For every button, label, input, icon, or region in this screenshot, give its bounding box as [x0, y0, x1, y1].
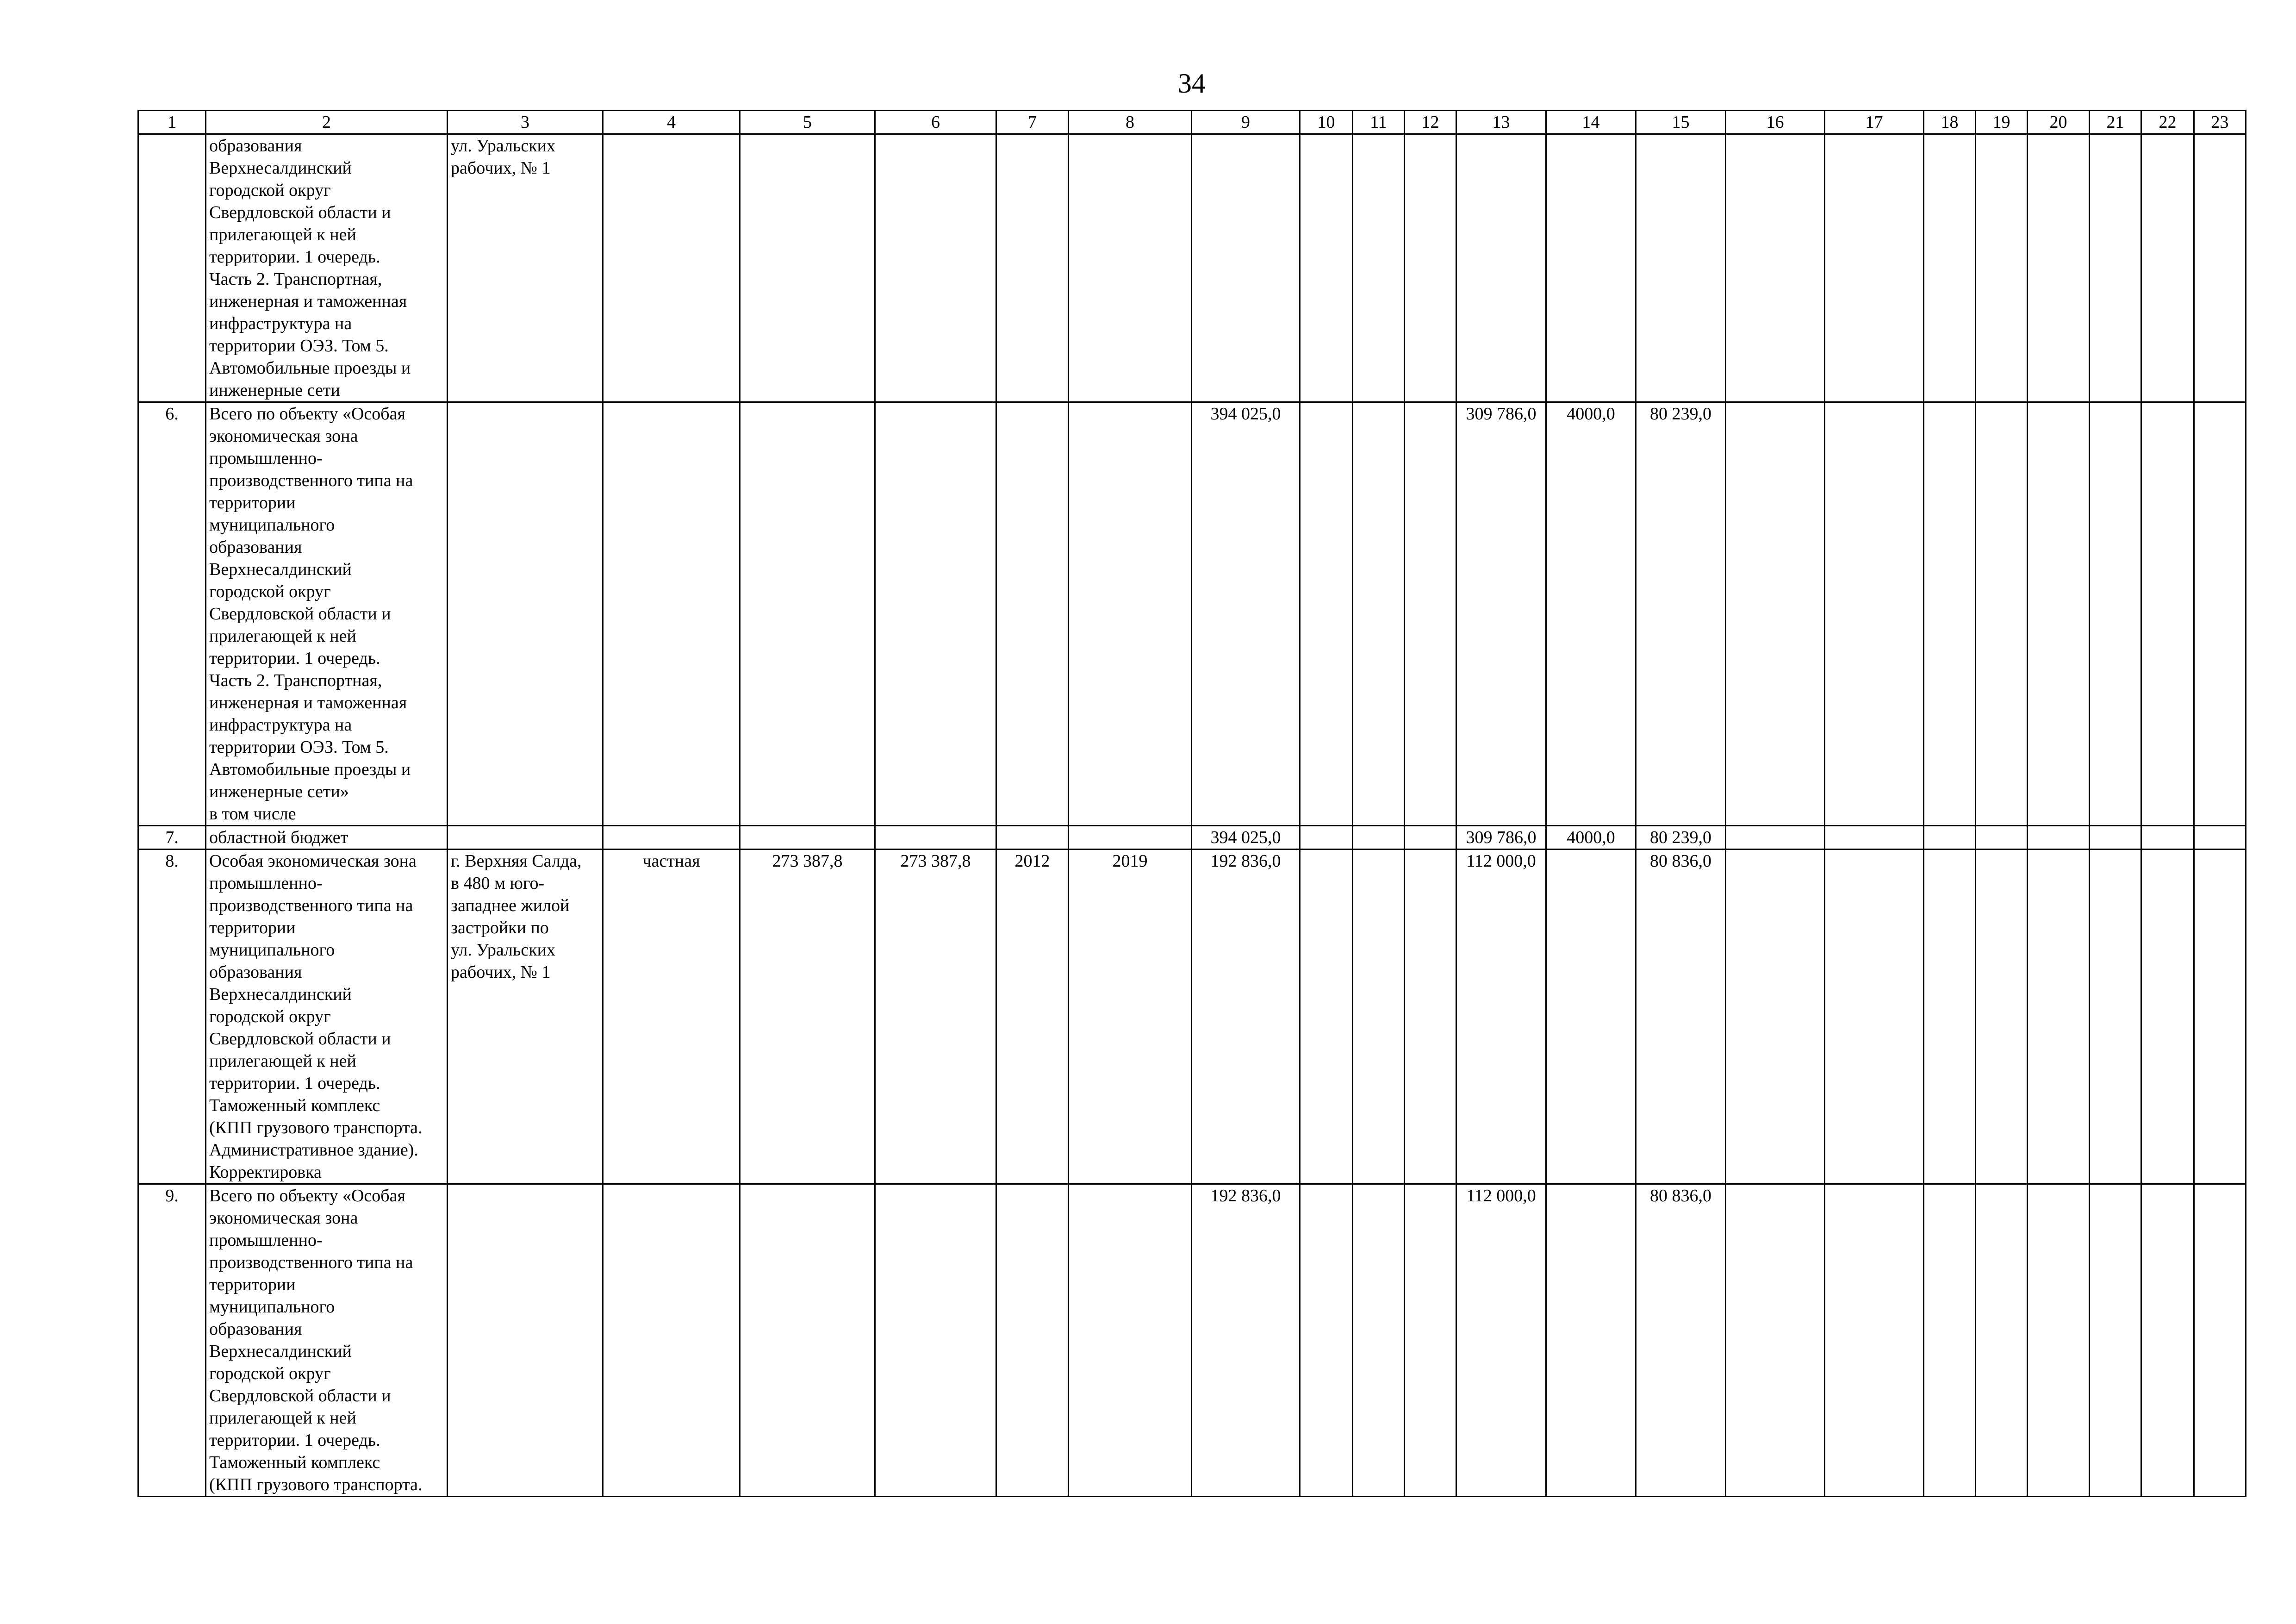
column-number: 19	[1976, 111, 2028, 134]
cell-col13: 112 000,0	[1456, 849, 1546, 1184]
cell-col12	[1405, 1184, 1456, 1497]
cell-col20	[2028, 402, 2090, 826]
object-address	[448, 1184, 603, 1497]
column-number: 20	[2028, 111, 2090, 134]
column-number: 7	[996, 111, 1069, 134]
cell-col9: 394 025,0	[1192, 402, 1300, 826]
cell-col19	[1976, 402, 2028, 826]
row-number: 7.	[138, 826, 206, 849]
cell-col17	[1825, 849, 1924, 1184]
row-number	[138, 134, 206, 402]
start-year: 2012	[996, 849, 1069, 1184]
cell-col13	[1456, 134, 1546, 402]
cell-col23	[2194, 402, 2246, 826]
cell-col12	[1405, 849, 1456, 1184]
cell-col14	[1546, 1184, 1636, 1497]
end-year: 2019	[1069, 849, 1192, 1184]
cell-col11	[1353, 134, 1405, 402]
column-number: 22	[2141, 111, 2194, 134]
cell-col21	[2090, 849, 2141, 1184]
cell-col10	[1300, 849, 1353, 1184]
column-number: 3	[448, 111, 603, 134]
row-number: 8.	[138, 849, 206, 1184]
cell-col11	[1353, 849, 1405, 1184]
cell-col15: 80 836,0	[1636, 1184, 1726, 1497]
cell-col6	[875, 134, 996, 402]
cell-col7	[996, 1184, 1069, 1497]
cell-col5	[740, 134, 875, 402]
cell-col20	[2028, 1184, 2090, 1497]
cell-col15: 80 239,0	[1636, 402, 1726, 826]
cell-col12	[1405, 402, 1456, 826]
cell-col11	[1353, 402, 1405, 826]
cell-col22	[2141, 134, 2194, 402]
cell-col15: 80 836,0	[1636, 849, 1726, 1184]
table-row	[138, 1184, 2246, 1497]
object-name: образования Верхнесалдинский городской округ Свердловской области и прилегающей к ней территории. 1 очередь. Часть 2. Транспортная, инженерная и таможенная инфраструктура на территории ОЭЗ. Том 5. Автомобильные проезды и инженерные сети	[206, 134, 448, 402]
column-number: 12	[1405, 111, 1456, 134]
cell-col8	[1069, 402, 1192, 826]
cell-col14: 4000,0	[1546, 826, 1636, 849]
table-row	[138, 849, 2246, 1184]
cell-col16	[1726, 134, 1825, 402]
column-number: 6	[875, 111, 996, 134]
cell-col10	[1300, 402, 1353, 826]
cell-col21	[2090, 402, 2141, 826]
column-number: 15	[1636, 111, 1726, 134]
cell-col19	[1976, 1184, 2028, 1497]
cell-col7	[996, 134, 1069, 402]
cell-col17	[1825, 1184, 1924, 1497]
cell-col12	[1405, 134, 1456, 402]
table-row	[138, 134, 2246, 402]
cell-col7	[996, 402, 1069, 826]
cell-col8	[1069, 1184, 1192, 1497]
cell-col22	[2141, 1184, 2194, 1497]
cell-col16	[1726, 402, 1825, 826]
cell-col16	[1726, 1184, 1825, 1497]
cell-col17	[1825, 826, 1924, 849]
cell-col9: 192 836,0	[1192, 1184, 1300, 1497]
cell-col23	[2194, 1184, 2246, 1497]
cell-col22	[2141, 402, 2194, 826]
cell-col4	[603, 134, 740, 402]
cell-col16	[1726, 826, 1825, 849]
cell-col10	[1300, 134, 1353, 402]
object-address: ул. Уральских рабочих, № 1	[448, 134, 603, 402]
row-number: 6.	[138, 402, 206, 826]
cell-col19	[1976, 826, 2028, 849]
cell-col23	[2194, 134, 2246, 402]
column-number: 14	[1546, 111, 1636, 134]
cell-col9	[1192, 134, 1300, 402]
page-number: 34	[1178, 68, 1206, 99]
cell-col8	[1069, 134, 1192, 402]
cell-col13: 112 000,0	[1456, 1184, 1546, 1497]
cell-col7	[996, 826, 1069, 849]
cell-col11	[1353, 1184, 1405, 1497]
cell-col23	[2194, 849, 2246, 1184]
table-row	[138, 402, 2246, 826]
cell-col18	[1924, 826, 1976, 849]
cell-col10	[1300, 1184, 1353, 1497]
column-number: 1	[138, 111, 206, 134]
cell-col18	[1924, 402, 1976, 826]
cell-col18	[1924, 134, 1976, 402]
table-row	[138, 826, 2246, 849]
column-number: 4	[603, 111, 740, 134]
cell-col4	[603, 1184, 740, 1497]
object-name: Всего по объекту «Особая экономическая зона промышленно- производственного типа на территории муниципального образования Верхнесалдинский городской округ Свердловской области и прилегающей к ней территории. 1 очередь. Таможенный комплекс (КПП грузового транспорта.	[206, 1184, 448, 1497]
column-number-row	[138, 111, 2246, 134]
cell-col6	[875, 402, 996, 826]
object-address	[448, 402, 603, 826]
object-address: г. Верхняя Салда, в 480 м юго- западнее жилой застройки по ул. Уральских рабочих, № 1	[448, 849, 603, 1184]
cell-col17	[1825, 402, 1924, 826]
cell-col14: 4000,0	[1546, 402, 1636, 826]
cell-col6: 273 387,8	[875, 849, 996, 1184]
cell-col4	[603, 826, 740, 849]
column-number: 5	[740, 111, 875, 134]
column-number: 13	[1456, 111, 1546, 134]
column-number: 21	[2090, 111, 2141, 134]
cell-col8	[1069, 826, 1192, 849]
cell-col19	[1976, 849, 2028, 1184]
column-number: 17	[1825, 111, 1924, 134]
ownership-form: частная	[603, 849, 740, 1184]
object-name: Особая экономическая зона промышленно- производственного типа на территории муниципального образования Верхнесалдинский городской округ Свердловской области и прилегающей к ней территории. 1 очередь. Таможенный комплекс (КПП грузового транспорта. Административное здание). Корректировка	[206, 849, 448, 1184]
cell-col22	[2141, 849, 2194, 1184]
cell-col18	[1924, 849, 1976, 1184]
cell-col20	[2028, 134, 2090, 402]
object-address	[448, 826, 603, 849]
cell-col16	[1726, 849, 1825, 1184]
cell-col18	[1924, 1184, 1976, 1497]
cell-col5	[740, 402, 875, 826]
column-number: 11	[1353, 111, 1405, 134]
cell-col15	[1636, 134, 1726, 402]
cell-col13: 309 786,0	[1456, 826, 1546, 849]
cell-col15: 80 239,0	[1636, 826, 1726, 849]
column-number: 23	[2194, 111, 2246, 134]
cell-col21	[2090, 134, 2141, 402]
column-number: 18	[1924, 111, 1976, 134]
cell-col19	[1976, 134, 2028, 402]
budget-table	[137, 110, 2246, 1497]
cell-col6	[875, 1184, 996, 1497]
cell-col14	[1546, 134, 1636, 402]
cell-col23	[2194, 826, 2246, 849]
cell-col10	[1300, 826, 1353, 849]
cell-col12	[1405, 826, 1456, 849]
cell-col20	[2028, 826, 2090, 849]
cell-col5	[740, 826, 875, 849]
cell-col21	[2090, 1184, 2141, 1497]
object-name: областной бюджет	[206, 826, 448, 849]
cell-col14	[1546, 849, 1636, 1184]
cell-col22	[2141, 826, 2194, 849]
column-number: 8	[1069, 111, 1192, 134]
column-number: 2	[206, 111, 448, 134]
cell-col20	[2028, 849, 2090, 1184]
cell-col17	[1825, 134, 1924, 402]
cell-col9: 394 025,0	[1192, 826, 1300, 849]
column-number: 10	[1300, 111, 1353, 134]
cell-col9: 192 836,0	[1192, 849, 1300, 1184]
cell-col4	[603, 402, 740, 826]
cell-col13: 309 786,0	[1456, 402, 1546, 826]
cell-col5	[740, 1184, 875, 1497]
column-number: 9	[1192, 111, 1300, 134]
column-number: 16	[1726, 111, 1825, 134]
object-name: Всего по объекту «Особая экономическая зона промышленно- производственного типа на территории муниципального образования Верхнесалдинский городской округ Свердловской области и прилегающей к ней территории. 1 очередь. Часть 2. Транспортная, инженерная и таможенная инфраструктура на территории ОЭЗ. Том 5. Автомобильные проезды и инженерные сети» в том числе	[206, 402, 448, 826]
row-number: 9.	[138, 1184, 206, 1497]
cell-col5: 273 387,8	[740, 849, 875, 1184]
cell-col11	[1353, 826, 1405, 849]
cell-col21	[2090, 826, 2141, 849]
cell-col6	[875, 826, 996, 849]
